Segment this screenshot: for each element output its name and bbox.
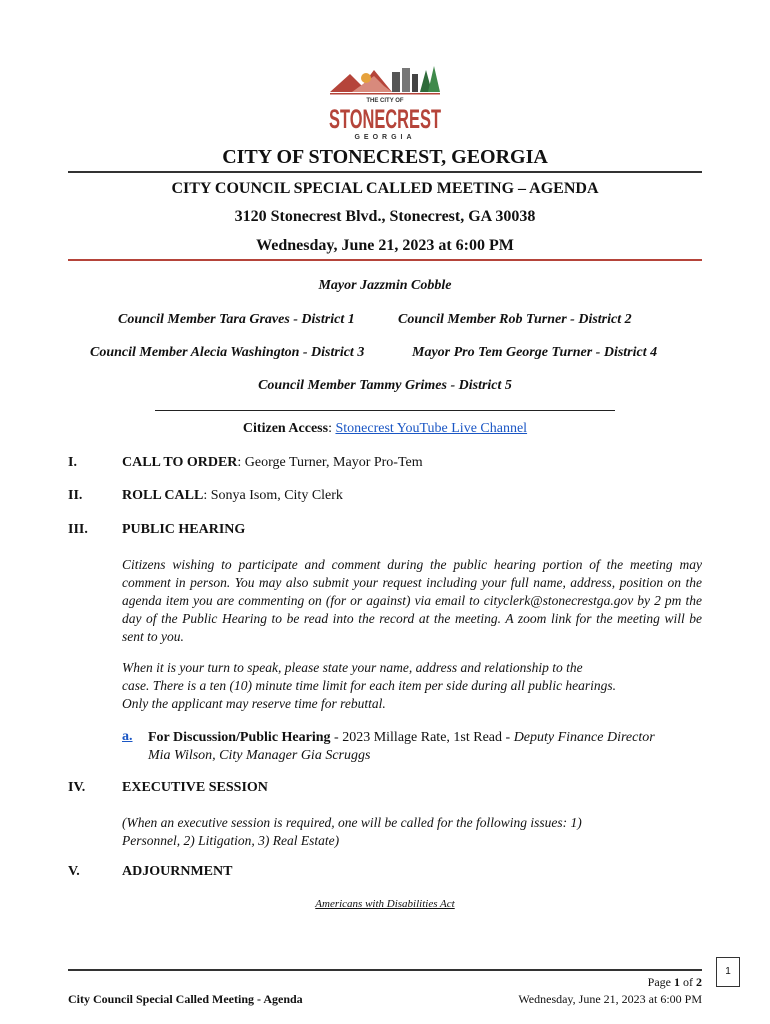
page-side-marker: 1 xyxy=(716,957,740,987)
accent-divider xyxy=(68,259,702,261)
council-member-d3: Council Member Alecia Washington - District 3 xyxy=(90,345,365,360)
subitem-a-presenter: Deputy Finance Director xyxy=(513,730,655,745)
logo-state: GEORGIA xyxy=(354,134,416,141)
citizen-access-label: Citizen Access xyxy=(242,421,329,436)
executive-note-line: Personnel, 2) Litigation, 3) Real Estate) xyxy=(122,833,340,848)
council-member-d4: Mayor Pro Tem George Turner - District 4 xyxy=(412,345,658,360)
footer-divider xyxy=(68,969,702,971)
logo-top-text: THE CITY OF xyxy=(366,98,404,104)
hearing-instructions: Citizens wishing to participate and comment during the public hearing portion of the meeting may comment in person. You may also submit your request including your full name, address, position on the agenda item you are commenting on (for or against) via email to cityclerk@stonecrestga.gov by 2 pm the day of the Public Hearing to be read into the record at the meeting. A zoom link for the meeting will be sent to you. xyxy=(122,557,702,644)
youtube-live-link[interactable]: Stonecrest YouTube Live Channel xyxy=(335,421,528,436)
page-current: 1 xyxy=(674,975,680,989)
subitem-a xyxy=(148,729,708,765)
item-label: EXECUTIVE SESSION xyxy=(122,780,268,795)
page-prefix: Page xyxy=(647,975,674,989)
citizen-access xyxy=(0,421,770,437)
footer-date: Wednesday, June 21, 2023 at 6:00 PM xyxy=(518,992,702,1006)
council-member-d1: Council Member Tara Graves - District 1 xyxy=(118,312,355,327)
item-call-to-order xyxy=(122,455,423,471)
item-roll-call xyxy=(122,488,343,504)
item-label: ROLL CALL xyxy=(122,488,204,503)
header-divider xyxy=(68,171,702,173)
speaking-rules xyxy=(122,659,702,713)
meeting-datetime: Wednesday, June 21, 2023 at 6:00 PM xyxy=(256,237,514,254)
item-text: : George Turner, Mayor Pro-Tem xyxy=(237,455,423,470)
mayor-name: Mayor Jazzmin Cobble xyxy=(318,278,452,293)
meeting-address: 3120 Stonecrest Blvd., Stonecrest, GA 30038 xyxy=(234,208,536,225)
speaking-rules-line: When it is your turn to speak, please state your name, address and relationship to the xyxy=(122,660,583,675)
page-of: of xyxy=(680,975,696,989)
citizen-access-sep: : xyxy=(328,421,336,436)
executive-note xyxy=(122,814,702,850)
executive-note-line: (When an executive session is required, one will be called for the following issues: 1) xyxy=(122,815,582,830)
speaking-rules-line: Only the applicant may reserve time for rebuttal. xyxy=(122,696,386,711)
meeting-title: CITY COUNCIL SPECIAL CALLED MEETING – AGENDA xyxy=(171,180,599,197)
subitem-a-presenter-2: Mia Wilson, City Manager Gia Scruggs xyxy=(148,748,371,763)
item-adjournment xyxy=(122,864,232,880)
subitem-a-heading: For Discussion/Public Hearing xyxy=(148,730,331,745)
subitem-a-link[interactable]: a. xyxy=(122,729,133,744)
speaking-rules-line: case. There is a ten (10) minute time limit for each item per side during all public hearings. xyxy=(122,678,617,693)
item-label: PUBLIC HEARING xyxy=(122,522,246,537)
item-executive-session xyxy=(122,780,268,796)
stonecrest-logo xyxy=(322,64,448,142)
item-public-hearing xyxy=(122,522,245,538)
footer-meeting-title: City Council Special Called Meeting - Agenda xyxy=(68,992,303,1006)
council-member-d2: Council Member Rob Turner - District 2 xyxy=(398,312,632,327)
item-label: ADJOURNMENT xyxy=(122,864,233,879)
officials-divider xyxy=(155,410,615,411)
item-text: : Sonya Isom, City Clerk xyxy=(203,488,343,503)
page-title: CITY OF STONECREST, GEORGIA xyxy=(222,146,548,168)
council-member-d5: Council Member Tammy Grimes - District 5 xyxy=(258,378,512,393)
logo-name: STONECREST xyxy=(329,104,442,134)
page-total: 2 xyxy=(696,975,702,989)
item-number-iii: III. xyxy=(68,522,88,537)
item-number-iv: IV. xyxy=(68,780,86,795)
item-label: CALL TO ORDER xyxy=(122,455,238,470)
item-number-ii: II. xyxy=(68,488,83,503)
subitem-a-marker-wrap xyxy=(122,729,133,745)
item-number-v: V. xyxy=(68,864,80,879)
item-number-i: I. xyxy=(68,455,77,470)
subitem-a-text: - 2023 Millage Rate, 1st Read - xyxy=(330,730,514,745)
page-number xyxy=(648,975,702,990)
ada-notice: Americans with Disabilities Act xyxy=(315,898,455,910)
